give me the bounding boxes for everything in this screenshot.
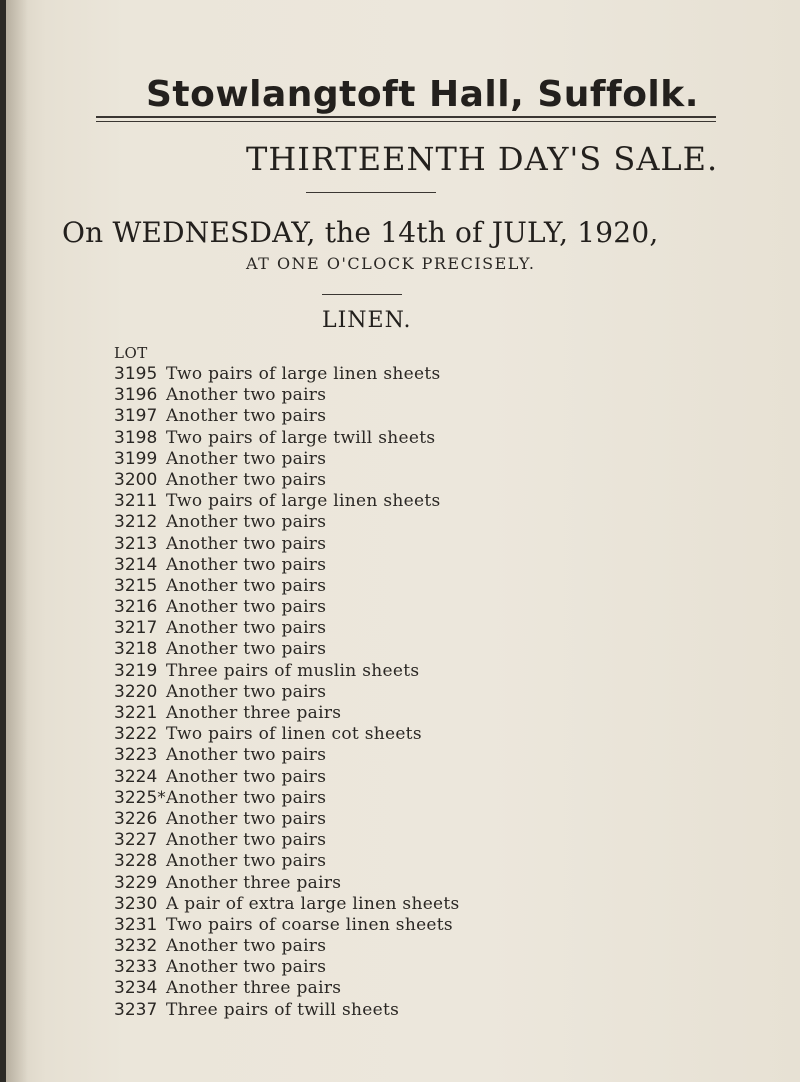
lot-row [114, 491, 460, 512]
lot-row [114, 428, 460, 449]
lot-number: 3216 [114, 597, 158, 618]
lot-description: Another two pairs [166, 766, 327, 787]
lot-description: Another two pairs [166, 618, 327, 639]
header-rule-thin [96, 121, 716, 122]
lot-row [114, 915, 460, 936]
lot-row [114, 406, 460, 427]
lot-number: 3223 [114, 745, 158, 766]
lot-row [114, 894, 460, 915]
lot-number: 3217 [114, 618, 158, 639]
lot-description: Another two pairs [166, 787, 327, 808]
title-divider [306, 192, 436, 193]
lot-number: 3196 [114, 385, 158, 406]
lot-description: Two pairs of large linen sheets [166, 491, 441, 512]
lot-row [114, 851, 460, 872]
lot-row [114, 830, 460, 851]
lot-description: Another two pairs [166, 936, 327, 957]
lot-number: 3198 [114, 427, 158, 448]
lot-number: 3212 [114, 512, 158, 533]
lot-description: Another two pairs [166, 957, 327, 978]
lot-number: 3227 [114, 830, 158, 851]
lot-description: Another three pairs [166, 703, 342, 723]
page-header-title: Stowlangtoft Hall, Suffolk. [146, 74, 699, 115]
header-rule [96, 116, 716, 118]
lot-number: 3230 [114, 893, 158, 914]
lot-description: Another two pairs [166, 533, 327, 554]
lot-description: Another two pairs [166, 681, 327, 702]
lot-row [114, 385, 460, 406]
lot-number: 3200 [114, 469, 158, 490]
lot-number: 3225* [114, 787, 166, 808]
lot-row [114, 576, 460, 597]
lot-row [114, 873, 460, 894]
lot-list [114, 364, 460, 1021]
sale-date: On WEDNESDAY, the 14th of JULY, 1920, [62, 216, 659, 249]
lot-description: Three pairs of twill sheets [166, 999, 400, 1020]
lot-row [114, 512, 460, 533]
lot-description: Another two pairs [166, 512, 327, 533]
lot-number: 3195 [114, 364, 158, 384]
lot-row [114, 682, 460, 703]
sale-title: THIRTEENTH DAY'S SALE. [246, 140, 719, 178]
lot-row [114, 364, 460, 385]
lot-description: Another two pairs [166, 597, 327, 618]
lot-column-header: LOT [114, 344, 148, 362]
page-edge-shadow [6, 0, 28, 1082]
lot-description: Another two pairs [166, 575, 327, 596]
lot-number: 3228 [114, 851, 158, 872]
lot-row [114, 534, 460, 555]
lot-description: Two pairs of large linen sheets [166, 364, 441, 384]
lot-number: 3234 [114, 978, 158, 999]
lot-row [114, 978, 460, 999]
sale-time: AT ONE O'CLOCK PRECISELY. [246, 254, 536, 273]
lot-number: 3226 [114, 808, 158, 829]
lot-description: Another three pairs [166, 978, 342, 999]
lot-description: Another three pairs [166, 872, 342, 893]
lot-row [114, 724, 460, 745]
lot-row [114, 597, 460, 618]
lot-description: Another two pairs [166, 406, 327, 427]
lot-row [114, 618, 460, 639]
lot-number: 3215 [114, 575, 158, 596]
lot-description: Another two pairs [166, 745, 327, 766]
lot-row [114, 745, 460, 766]
lot-row [114, 788, 460, 809]
lot-description: Another two pairs [166, 385, 327, 406]
lot-number: 3213 [114, 533, 158, 554]
lot-row [114, 661, 460, 682]
lot-description: Another two pairs [166, 851, 327, 872]
lot-number: 3197 [114, 406, 158, 427]
lot-row [114, 767, 460, 788]
lot-description: Another two pairs [166, 448, 327, 469]
lot-description: Another two pairs [166, 830, 327, 851]
section-title: LINEN. [322, 308, 412, 333]
lot-number: 3214 [114, 554, 158, 575]
lot-row [114, 1000, 460, 1021]
lot-row [114, 809, 460, 830]
lot-row [114, 703, 460, 724]
lot-number: 3211 [114, 491, 158, 512]
lot-number: 3219 [114, 660, 158, 681]
lot-row [114, 470, 460, 491]
lot-row [114, 555, 460, 576]
lot-number: 3199 [114, 448, 158, 469]
lot-description: Two pairs of linen cot sheets [166, 724, 422, 745]
lot-row [114, 957, 460, 978]
lot-number: 3233 [114, 957, 158, 978]
lot-row [114, 639, 460, 660]
lot-row [114, 936, 460, 957]
section-divider [322, 294, 402, 295]
lot-number: 3221 [114, 703, 158, 723]
lot-number: 3224 [114, 766, 158, 787]
lot-description: Another two pairs [166, 554, 327, 575]
lot-description: A pair of extra large linen sheets [166, 893, 460, 914]
lot-number: 3222 [114, 724, 158, 745]
lot-description: Two pairs of large twill sheets [166, 427, 436, 448]
lot-description: Another two pairs [166, 639, 327, 660]
catalogue-page [6, 0, 800, 1082]
lot-number: 3232 [114, 936, 158, 957]
lot-number: 3220 [114, 681, 158, 702]
lot-row [114, 449, 460, 470]
lot-description: Another two pairs [166, 808, 327, 829]
lot-number: 3229 [114, 872, 158, 893]
lot-number: 3231 [114, 914, 158, 935]
lot-description: Another two pairs [166, 469, 327, 490]
lot-number: 3237 [114, 999, 158, 1020]
lot-description: Two pairs of coarse linen sheets [166, 914, 453, 935]
lot-number: 3218 [114, 639, 158, 660]
lot-description: Three pairs of muslin sheets [166, 660, 420, 681]
